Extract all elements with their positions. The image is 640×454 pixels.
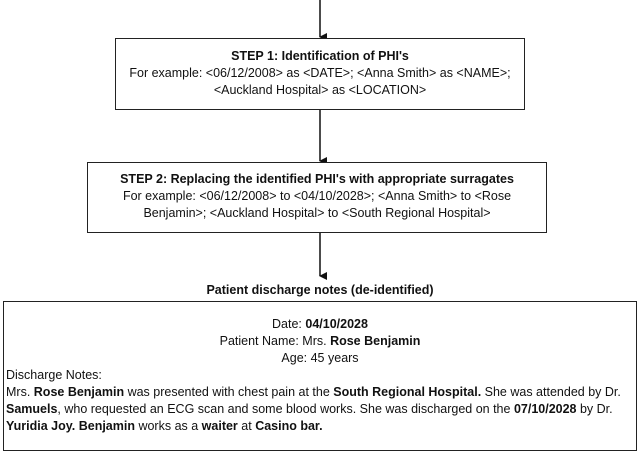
surrogate-doctor-name: Yuridia Joy. Benjamin [6, 419, 135, 433]
surrogate-name: Rose Benjamin [33, 385, 125, 399]
step1-title: STEP 1: Identification of PHI's [231, 49, 409, 63]
text: by Dr. [576, 402, 613, 416]
surrogate-doctor: Samuels [6, 402, 58, 416]
age-line: Age: 45 years [281, 351, 359, 365]
text: works as a [134, 419, 202, 433]
patient-name-line [4, 333, 636, 350]
text: at [237, 419, 256, 433]
text: Mrs. [6, 385, 34, 399]
notes-heading: Discharge Notes: [6, 368, 102, 382]
notes-paragraph [4, 384, 636, 435]
surrogate-profession: waiter [201, 419, 238, 433]
surrogate-location: South Regional Hospital. [333, 385, 482, 399]
step1-box [115, 38, 525, 110]
patient-name-label: Patient Name: Mrs. [219, 334, 331, 348]
step2-example-line2: Benjamin>; <Auckland Hospital> to <South Regional Hospital> [143, 206, 491, 220]
surrogate-date: 07/10/2028 [513, 402, 577, 416]
step1-example-line2: <Auckland Hospital> as <LOCATION> [213, 83, 427, 97]
text: , who requested an ECG scan and some blood works. She was discharged on the [57, 402, 514, 416]
step1-example-line1: For example: <06/12/2008> as <DATE>; <Anna Smith> as <NAME>; [129, 66, 511, 80]
text: was presented with chest pain at the [124, 385, 334, 399]
date-value: 04/10/2028 [305, 317, 368, 331]
text: She was attended by Dr. [481, 385, 621, 399]
date-line [4, 316, 636, 333]
step2-example-line1: For example: <06/12/2008> to <04/10/2028>; <Anna Smith> to <Rose [122, 189, 512, 203]
notes-title: Patient discharge notes (de-identified) [206, 283, 434, 297]
discharge-notes-box [3, 301, 637, 451]
surrogate-workplace: Casino bar. [255, 419, 323, 433]
step2-title: STEP 2: Replacing the identified PHI's with appropriate surragates [120, 172, 514, 186]
date-label: Date: [272, 317, 306, 331]
step2-box [87, 162, 547, 233]
patient-name-value: Rose Benjamin [330, 334, 421, 348]
